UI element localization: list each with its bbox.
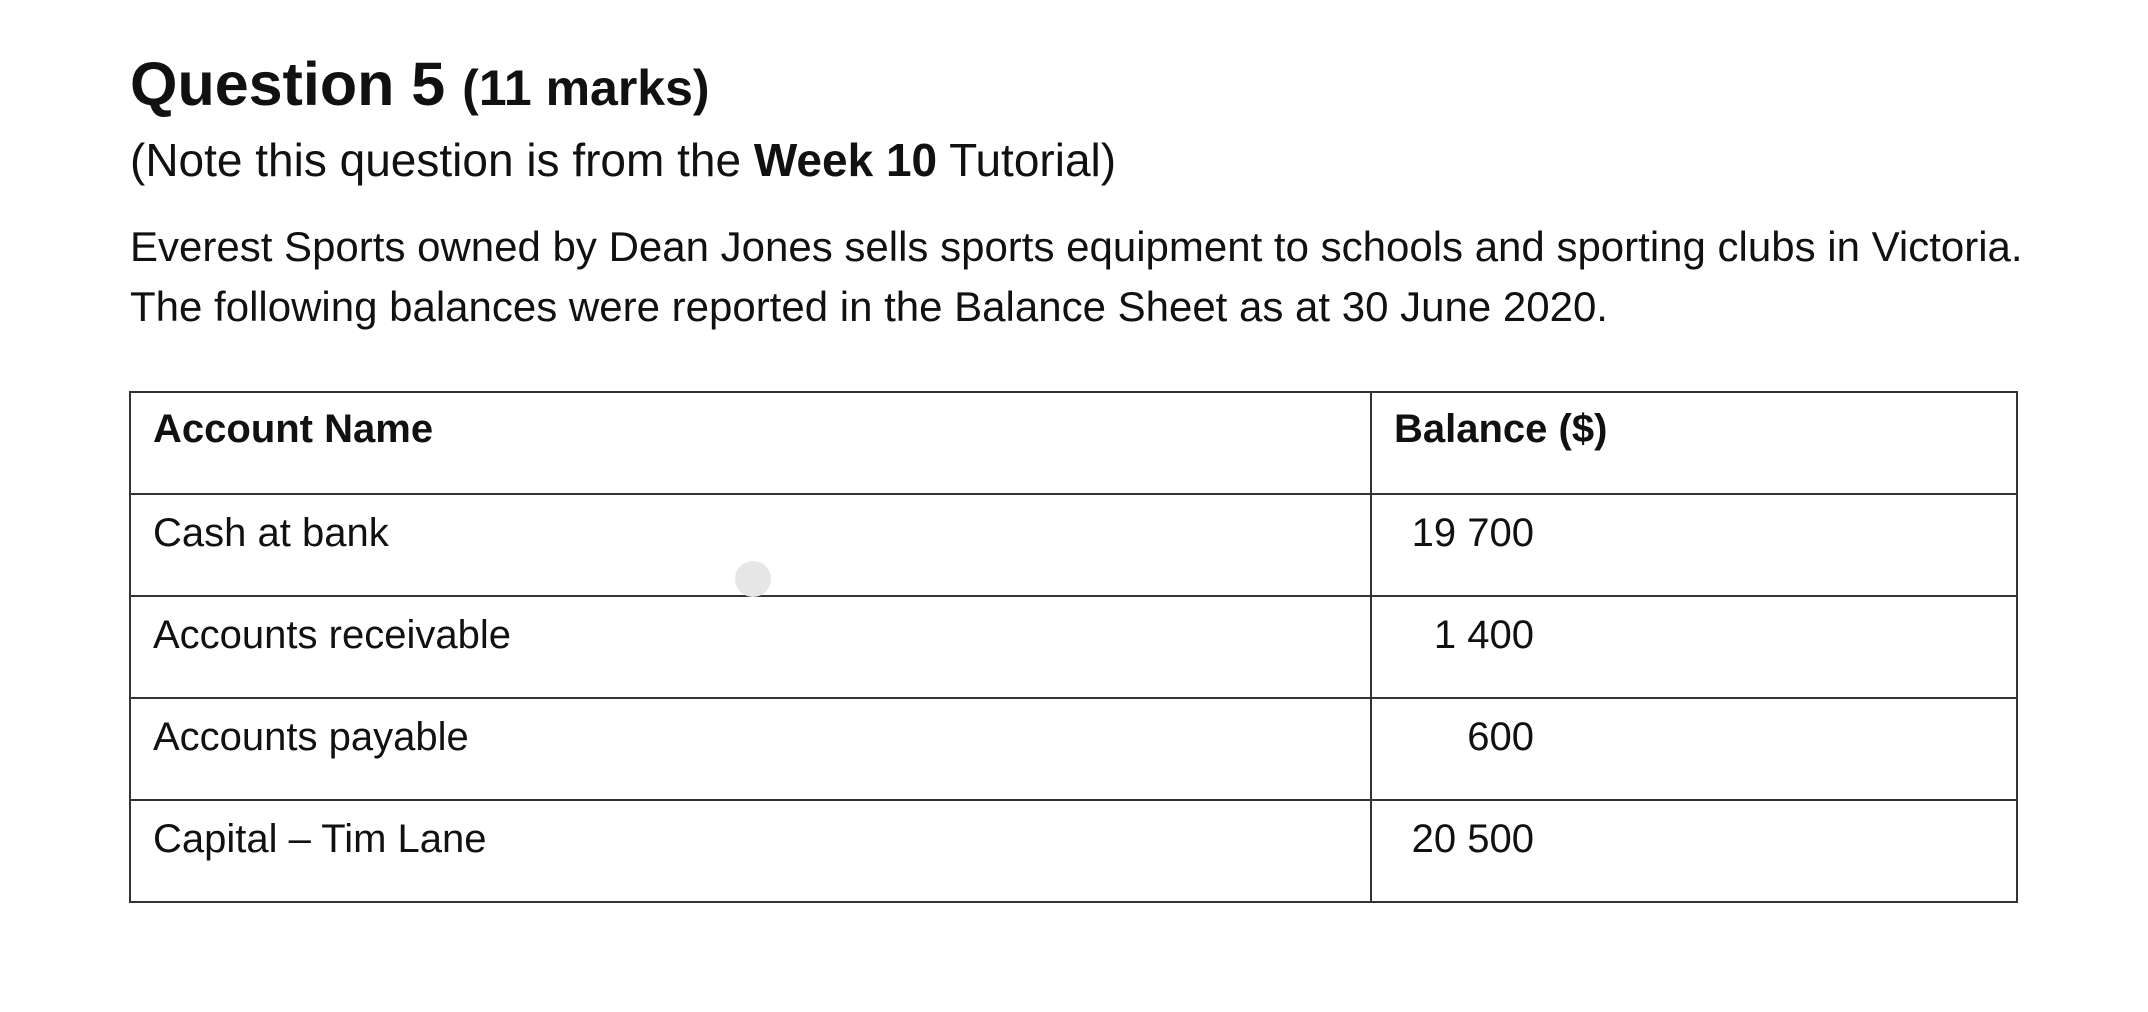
balances-table bbox=[129, 391, 2018, 903]
balance-cell bbox=[1371, 800, 2017, 902]
cursor-dot-icon bbox=[735, 561, 771, 597]
table-row bbox=[130, 698, 2017, 800]
question-marks: (11 marks) bbox=[462, 60, 710, 116]
question-title bbox=[130, 44, 710, 128]
table-row bbox=[130, 800, 2017, 902]
balance-value: 600 bbox=[1467, 715, 1534, 759]
table-row bbox=[130, 596, 2017, 698]
balance-cell bbox=[1371, 596, 2017, 698]
question-note bbox=[130, 130, 1116, 190]
account-name-cell: Accounts payable bbox=[130, 698, 1371, 800]
note-prefix: (Note this question is from the bbox=[130, 134, 754, 186]
balance-value: 19 700 bbox=[1411, 511, 1534, 555]
question-number: Question 5 bbox=[130, 50, 446, 118]
balance-cell bbox=[1371, 698, 2017, 800]
table-header-row bbox=[130, 392, 2017, 494]
question-intro: Everest Sports owned by Dean Jones sells sports equipment to schools and sporting clubs in Victoria. The following balances were reported in the Balance Sheet as at 30 June 2020. bbox=[130, 223, 2023, 330]
balance-value: 1 400 bbox=[1433, 613, 1534, 657]
header-balance: Balance ($) bbox=[1371, 392, 2017, 494]
header-account-name: Account Name bbox=[130, 392, 1371, 494]
table-row bbox=[130, 494, 2017, 596]
account-name-cell: Cash at bank bbox=[130, 494, 1371, 596]
note-suffix: Tutorial) bbox=[937, 134, 1117, 186]
balance-value: 20 500 bbox=[1411, 817, 1534, 861]
balance-cell bbox=[1371, 494, 2017, 596]
account-name-cell: Capital – Tim Lane bbox=[130, 800, 1371, 902]
account-name-cell: Accounts receivable bbox=[130, 596, 1371, 698]
note-week: Week 10 bbox=[753, 134, 938, 186]
